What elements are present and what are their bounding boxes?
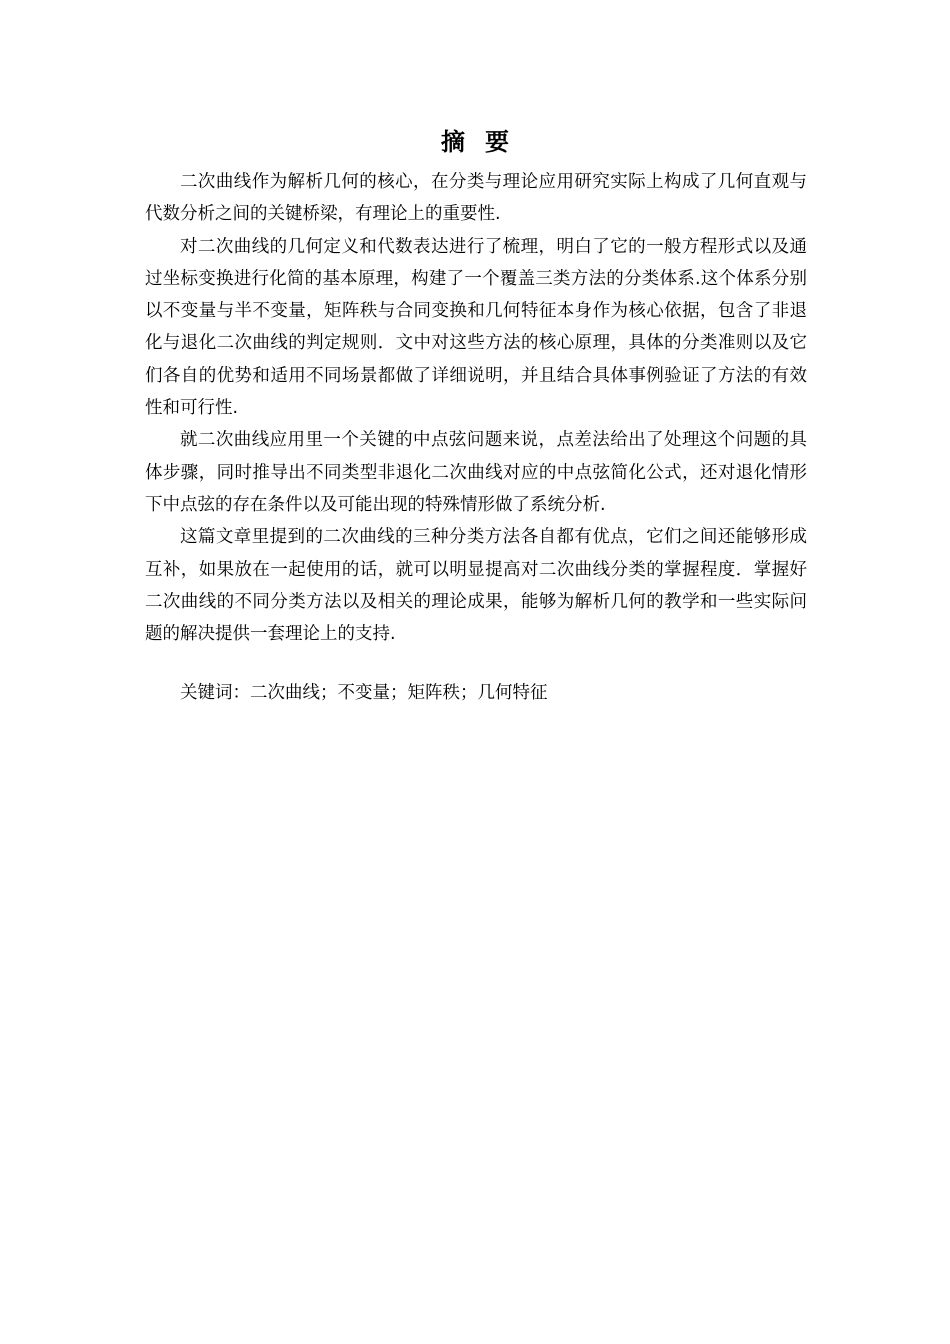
abstract-body (145, 166, 807, 650)
abstract-paragraph-2: 对二次曲线的几何定义和代数表达进行了梳理，明白了它的一般方程形式以及通过坐标变换进行化简的基本原理，构建了一个覆盖三类方法的分类体系.这个体系分别以不变量与半不变量，矩阵秩与合同变换和几何特征本身作为核心依据，包含了非退化与退化二次曲线的判定规则．文中对这些方法的核心原理，具体的分类准则以及它们各自的优势和适用不同场景都做了详细说明，并且结合具体事例验证了方法的有效性和可行性. (145, 236, 807, 419)
abstract-paragraph-1: 二次曲线作为解析几何的核心，在分类与理论应用研究实际上构成了几何直观与代数分析之间的关键桥梁，有理论上的重要性. (145, 172, 807, 225)
abstract-paragraph-4: 这篇文章里提到的二次曲线的三种分类方法各自都有优点，它们之间还能够形成互补，如果放在一起使用的话，就可以明显提高对二次曲线分类的掌握程度．掌握好二次曲线的不同分类方法以及相关的理论成果，能够为解析几何的教学和一些实际问题的解决提供一套理论上的支持. (145, 527, 807, 645)
keywords-line: 关键词：二次曲线；不变量；矩阵秩；几何特征 (180, 683, 548, 703)
abstract-title: 摘要 (441, 128, 529, 156)
abstract-paragraph-3: 就二次曲线应用里一个关键的中点弦问题来说，点差法给出了处理这个问题的具体步骤，同时推导出不同类型非退化二次曲线对应的中点弦简化公式，还对退化情形下中点弦的存在条件以及可能出现的特殊情形做了系统分析. (145, 430, 807, 515)
